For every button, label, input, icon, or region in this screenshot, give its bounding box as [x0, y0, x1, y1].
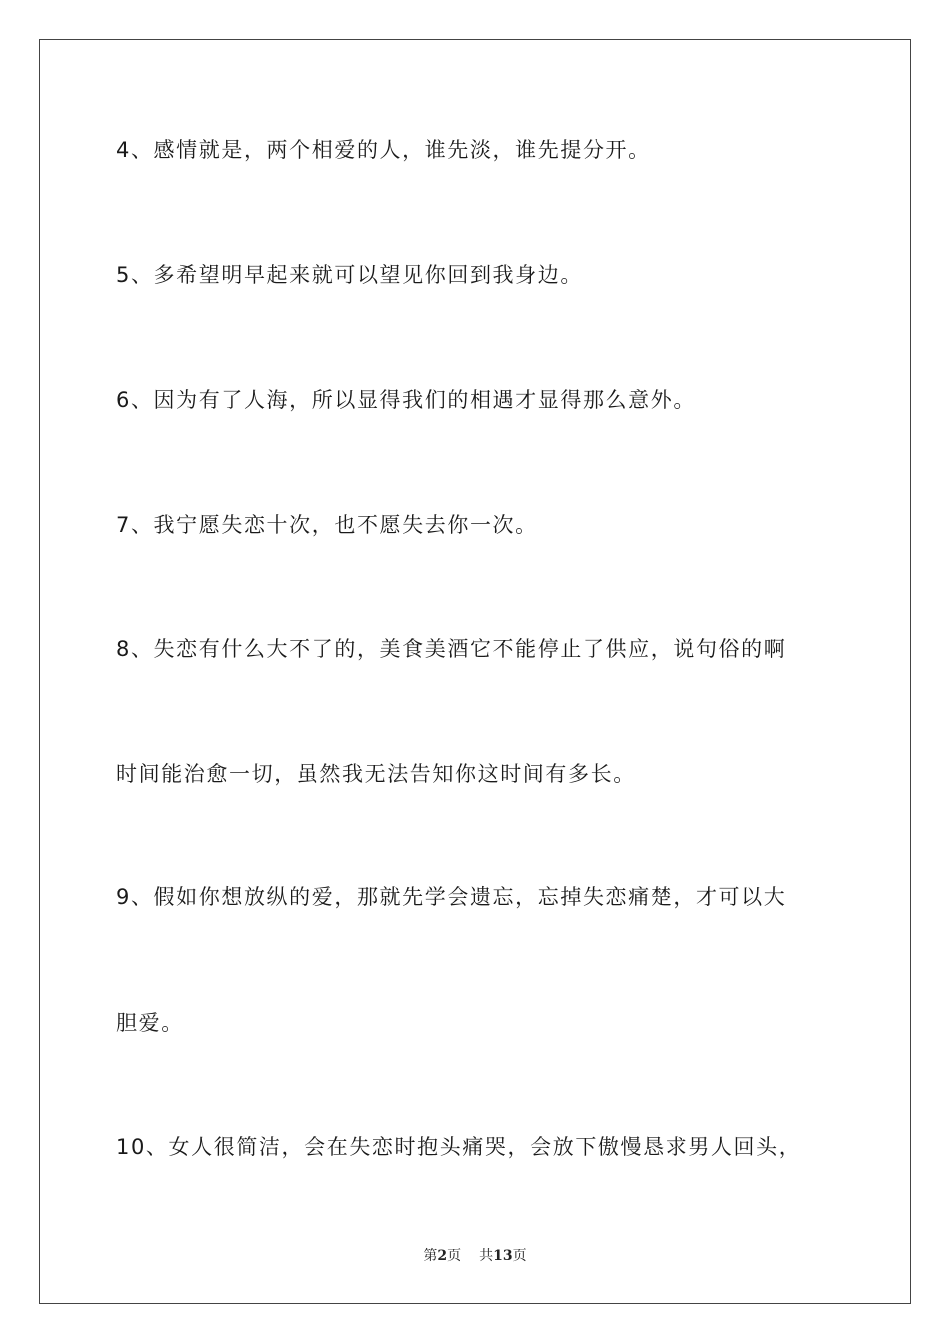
footer-total-prefix: 共	[479, 1248, 494, 1264]
text-line-8a: 8、失恋有什么大不了的，美食美酒它不能停止了供应，说句俗的啊	[116, 637, 787, 661]
text-line-4: 4、感情就是，两个相爱的人，谁先淡，谁先提分开。	[116, 138, 651, 162]
footer-total-pages: 13	[493, 1248, 513, 1264]
footer-page-prefix: 第	[423, 1248, 438, 1264]
page-footer	[0, 1246, 950, 1266]
text-line-6: 6、因为有了人海，所以显得我们的相遇才显得那么意外。	[116, 388, 696, 412]
text-line-9b: 胆爱。	[116, 1011, 184, 1035]
page-frame	[39, 39, 911, 1304]
footer-page-suffix: 页	[447, 1248, 462, 1264]
text-line-8b: 时间能治愈一切，虽然我无法告知你这时间有多长。	[116, 762, 636, 786]
text-line-7: 7、我宁愿失恋十次，也不愿失去你一次。	[116, 513, 538, 537]
footer-page-number: 2	[437, 1248, 448, 1264]
text-line-10: 10、女人很简洁，会在失恋时抱头痛哭，会放下傲慢恳求男人回头，	[116, 1135, 802, 1159]
text-line-5: 5、多希望明早起来就可以望见你回到我身边。	[116, 263, 583, 287]
text-line-9a: 9、假如你想放纵的爱，那就先学会遗忘，忘掉失恋痛楚，才可以大	[116, 885, 787, 909]
footer-total-suffix: 页	[512, 1248, 527, 1264]
